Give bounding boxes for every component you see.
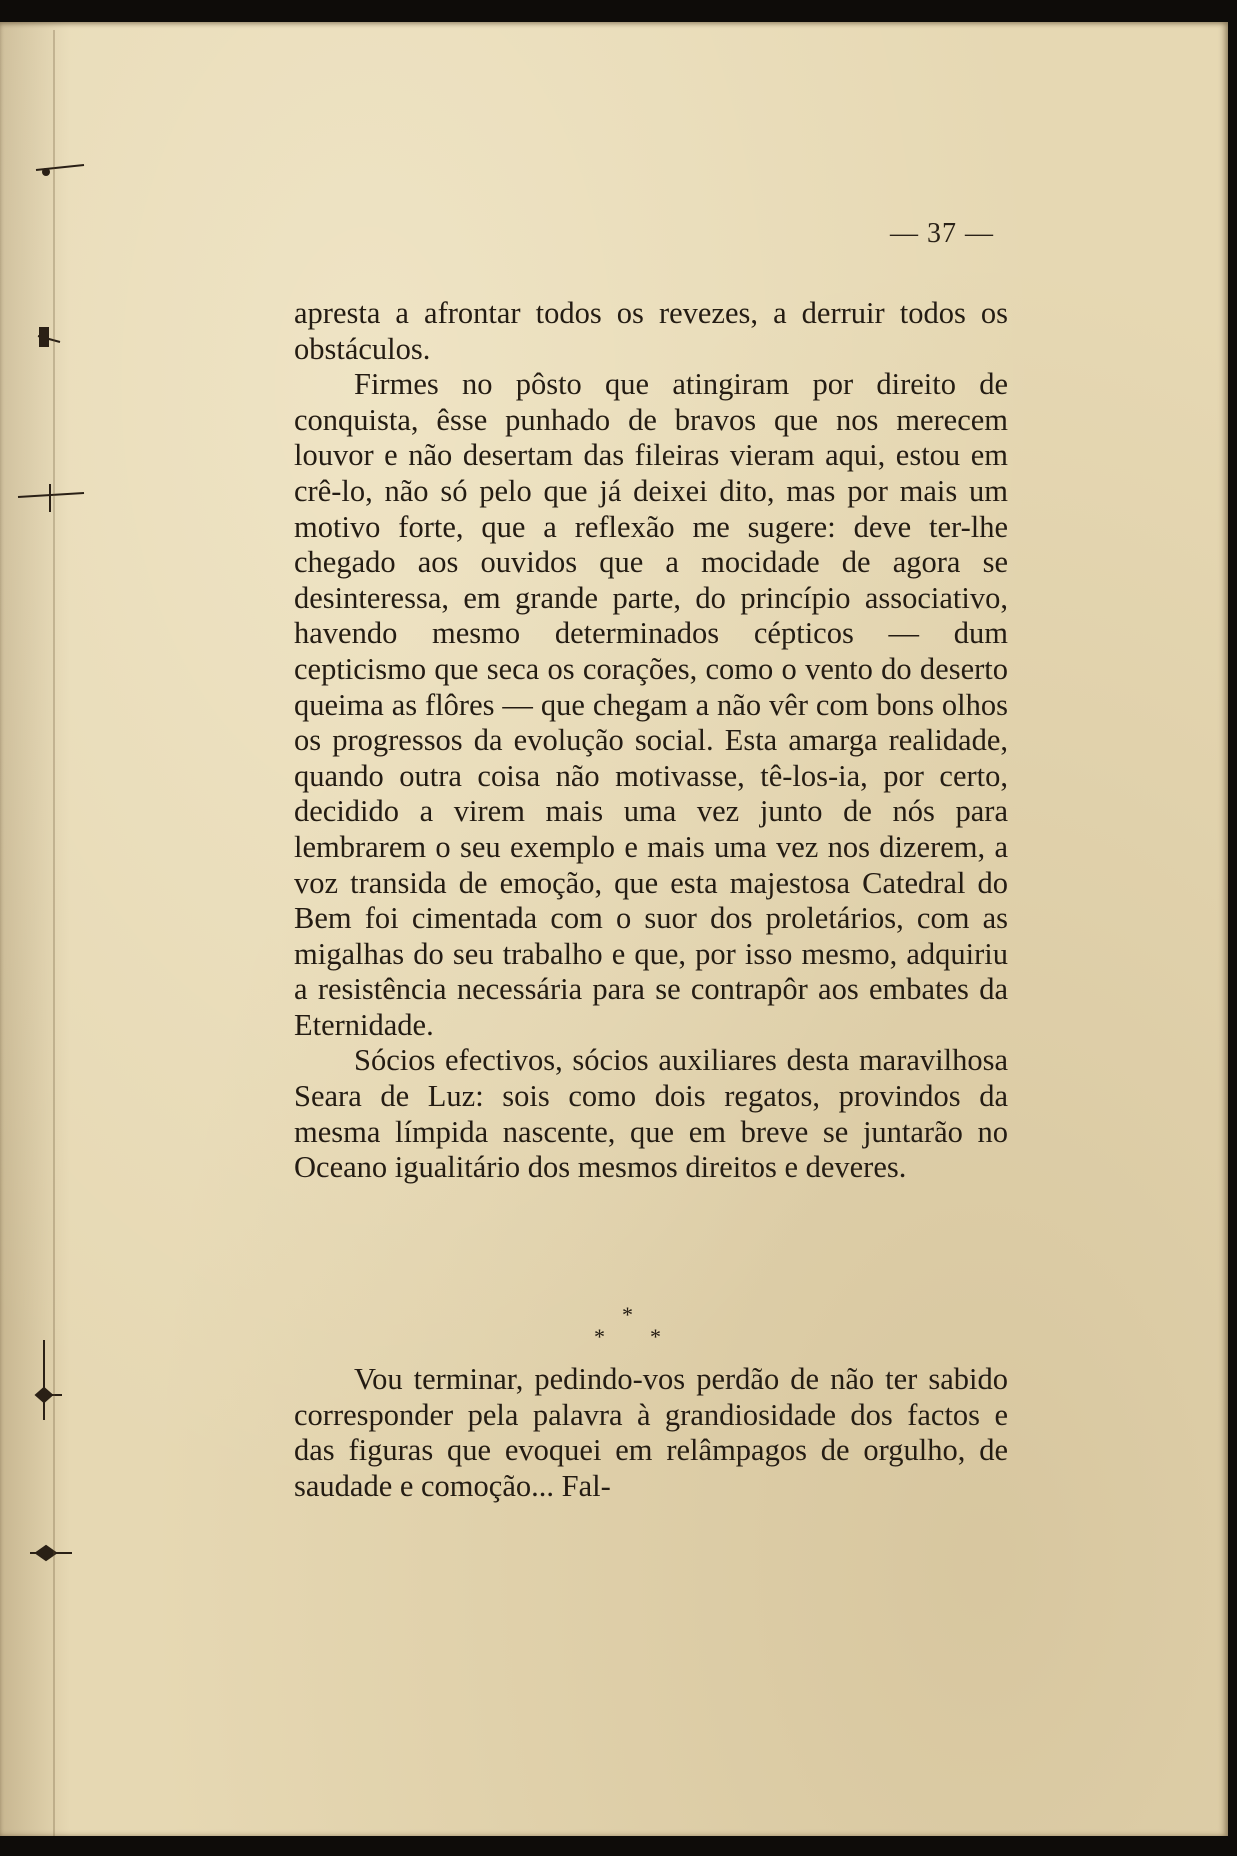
closing-text	[294, 1362, 1008, 1504]
asterisk-right: *	[650, 1324, 661, 1349]
asterisk-top: *	[622, 1302, 633, 1327]
section-separator	[580, 1302, 680, 1352]
page-edge	[1228, 22, 1237, 1836]
asterisk-left: *	[594, 1324, 605, 1349]
paragraph-3: Sócios efectivos, sócios auxiliares desta maravilhosa Seara de Luz: sois como dois regatos, provindos da mesma límpida nascente, que em breve se juntarão no Oceano igualitário dos mesmos direitos e deveres.	[294, 1043, 1008, 1185]
body-text	[294, 296, 1008, 1186]
paragraph-1: apresta a afrontar todos os revezes, a derruir todos os obstáculos.	[294, 296, 1008, 366]
paragraph-4: Vou terminar, pedindo-vos perdão de não ter sabido corresponder pela palavra à grandiosidade dos factos e das figuras que evoquei em relâmpagos de orgulho, de saudade e comoção... Fal-	[294, 1362, 1008, 1503]
page-number: — 37 —	[890, 218, 994, 249]
paragraph-2: Firmes no pôsto que atingiram por direito de conquista, êsse punhado de bravos que nos merecem louvor e não desertam das fileiras vieram aqui, estou em crê-lo, não só pelo que já deixei dito, mas por mais um motivo forte, que a reflexão me sugere: deve ter-lhe chegado aos ouvidos que a mocidade de agora se desinteressa, em grande parte, do princípio associativo, havendo mesmo determinados cépticos — dum cepticismo que seca os corações, como o vento do deserto queima as flôres — que chegam a não vêr com bons olhos os progressos da evolução social. Esta amarga realidade, quando outra coisa não motivasse, tê-los-ia, por certo, decidido a virem mais uma vez junto de nós para lembrarem o seu exemplo e mais uma vez nos dizerem, a voz transida de emoção, que esta majestosa Catedral do Bem foi cimentada com o suor dos proletários, com as migalhas do seu trabalho e que, por isso mesmo, adquiriu a resistência necessária para se contrapôr aos embates da Eternidade.	[294, 367, 1008, 1042]
